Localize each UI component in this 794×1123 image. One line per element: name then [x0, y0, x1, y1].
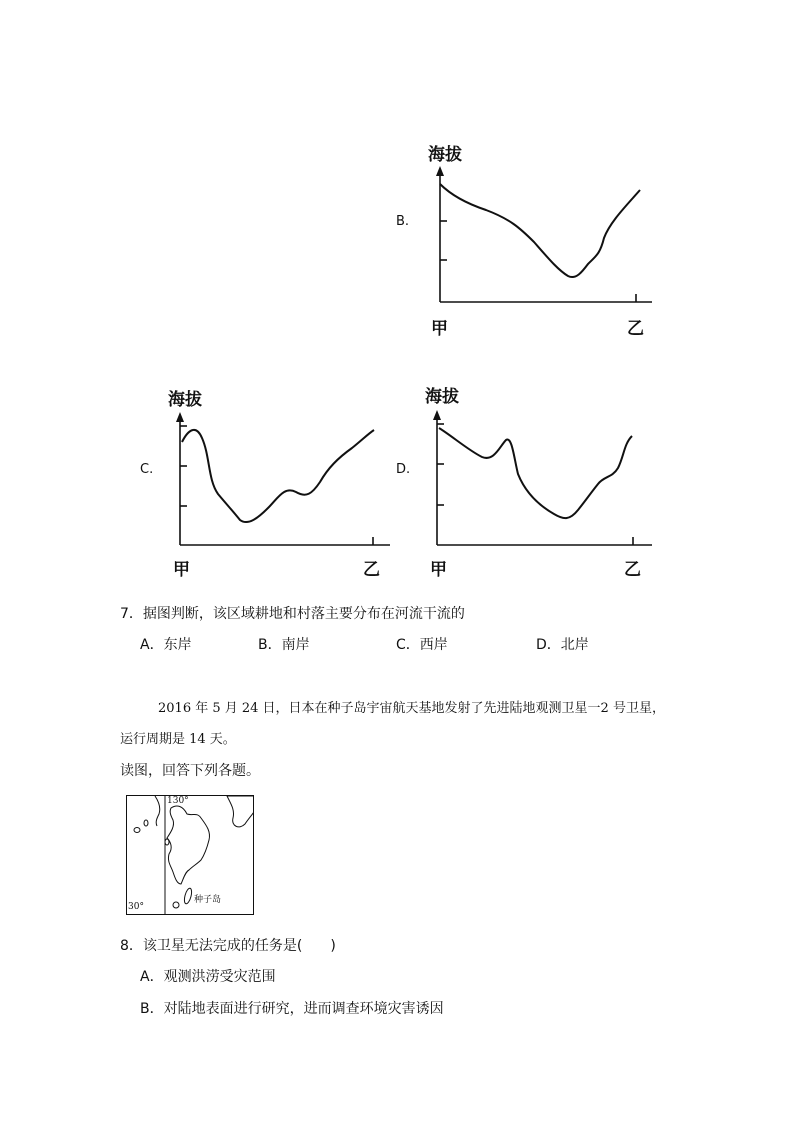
island-shape: [165, 839, 169, 845]
island-shape: [144, 820, 148, 826]
figure-b-y-axis-label: 海拔: [428, 145, 462, 165]
figure-d-end-label: 乙: [624, 560, 641, 580]
figure-d-option-label: D.: [396, 462, 411, 477]
longitude-label: 130°: [167, 796, 189, 806]
passage-instruction: 读图，回答下列各题。: [120, 763, 260, 779]
latitude-label: 30°: [128, 902, 144, 912]
figure-d-start-label: 甲: [430, 560, 447, 580]
question-7-option-d: D．北岸: [536, 637, 589, 653]
figure-d-y-axis-label: 海拔: [425, 387, 459, 407]
question-7-stem: 7．据图判断，该区域耕地和村落主要分布在河流干流的: [120, 606, 465, 622]
question-7-option-c: C．西岸: [396, 637, 448, 653]
question-8-option-a: A．观测洪涝受灾范围: [140, 969, 276, 985]
island-shape: [134, 828, 140, 833]
kyushu-map-drawing: [127, 796, 254, 915]
figure-d-terrain-line: [439, 428, 632, 518]
figure-d-y-arrow: [433, 410, 441, 420]
passage-line-1: 2016 年 5 月 24 日，日本在种子岛宇宙航天基地发射了先进陆地观测卫星一2 号卫星，: [158, 701, 665, 716]
island-shape: [173, 902, 179, 908]
figure-c-end-label: 乙: [363, 560, 380, 580]
figure-b-end-label: 乙: [627, 319, 644, 339]
honshu-coastline: [227, 796, 254, 827]
tanegashima-island: [183, 887, 193, 904]
tanegashima-label: 种子岛: [194, 895, 222, 905]
passage-line-2: 运行周期是 14 天。: [120, 732, 236, 747]
kyushu-map: [126, 795, 254, 915]
kyushu-coastline: [167, 806, 210, 884]
figure-b-option-label: B.: [396, 214, 410, 229]
figure-c-y-axis-label: 海拔: [168, 390, 202, 410]
question-8-stem: 8．该卫星无法完成的任务是( ): [120, 938, 336, 954]
question-7-option-a: A．东岸: [140, 637, 192, 653]
island-shape: [155, 796, 160, 826]
question-7-option-b: B．南岸: [258, 637, 310, 653]
figure-b-start-label: 甲: [431, 319, 448, 339]
figure-c-start-label: 甲: [173, 560, 190, 580]
figure-c-option-label: C.: [140, 462, 154, 477]
question-8-option-b: B．对陆地表面进行研究，进而调查环境灾害诱因: [140, 1001, 444, 1017]
